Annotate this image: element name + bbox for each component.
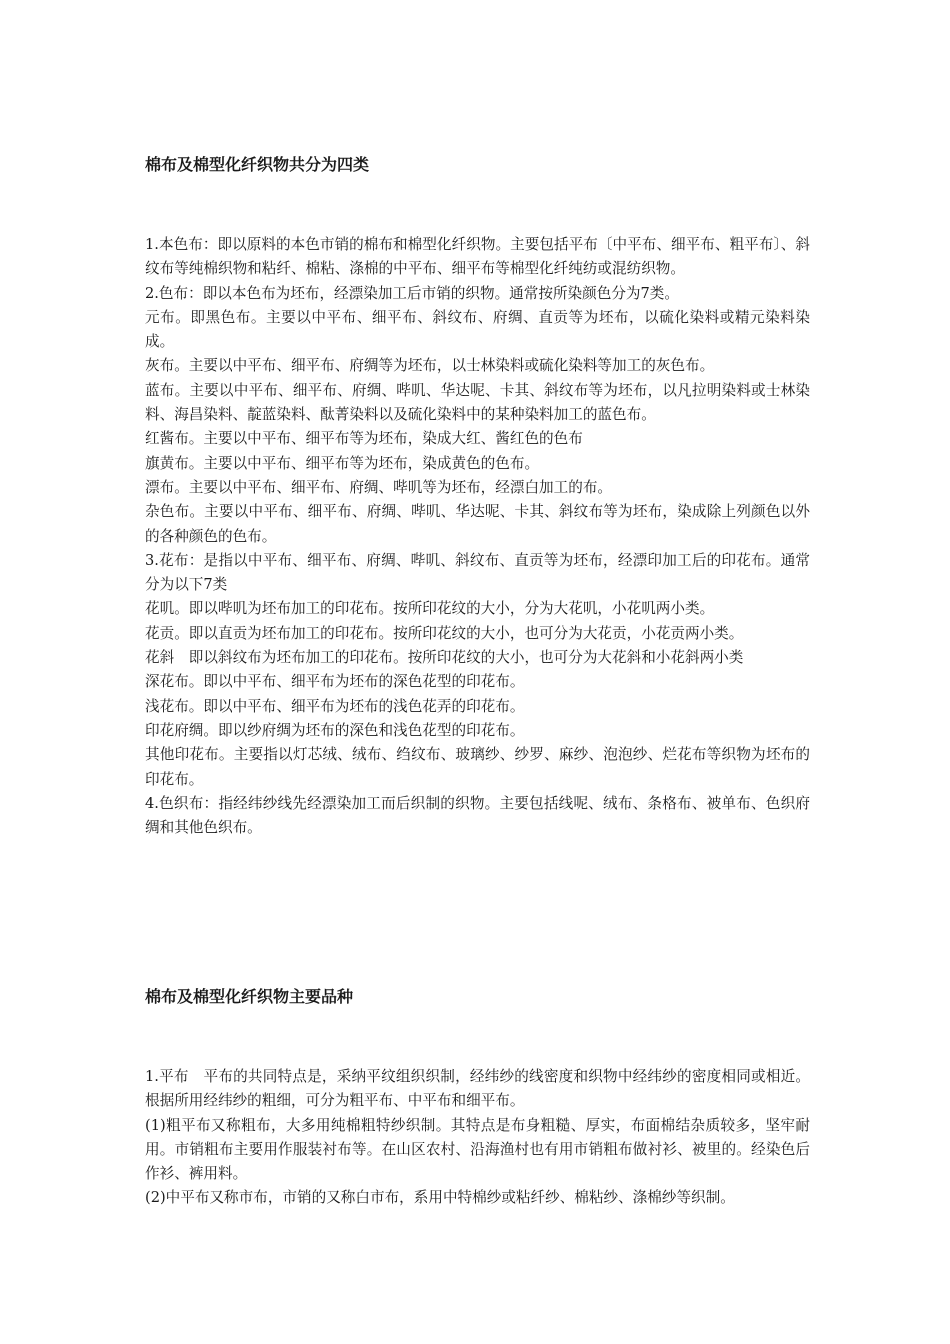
- paragraph: 漂布。主要以中平布、细平布、府绸、哔叽等为坯布，经漂白加工的布。: [145, 478, 613, 496]
- paragraph: (1)粗平布又称粗布，大多用纯棉粗特纱织制。其特点是布身粗糙、厚实，布面棉结杂质较多，坚牢耐用。市销粗布主要用作服装衬布等。在山区农村、沿海渔村也有用市销粗布做衬衫、被里的。经染色后作衫、裤用料。: [145, 1116, 810, 1183]
- paragraph: 印花府绸。即以纱府绸为坯布的深色和浅色花型的印花布。: [145, 721, 525, 739]
- paragraph: 花斜 即以斜纹布为坯布加工的印花布。按所印花纹的大小，也可分为大花斜和小花斜两小类: [145, 649, 744, 667]
- paragraph: 元布。即黑色布。主要以中平布、细平布、斜纹布、府绸、直贡等为坯布，以硫化染料或精元染料染成。: [145, 308, 810, 351]
- paragraph: 蓝布。主要以中平布、细平布、府绸、哔叽、华达呢、卡其、斜纹布等为坯布，以凡拉明染料或士林染料、海昌染料、靛蓝染料、酞菁染料以及硫化染料中的某种染料加工的蓝色布。: [145, 381, 810, 424]
- paragraph: (2)中平布又称市布，市销的又称白市布，系用中特棉纱或粘纤纱、棉粘纱、涤棉纱等织制。: [145, 1189, 735, 1207]
- paragraph: 红酱布。主要以中平布、细平布等为坯布，染成大红、酱红色的色布: [145, 430, 583, 448]
- section-body-categories: [145, 233, 810, 840]
- paragraph: 1.本色布：即以原料的本色市销的棉布和棉型化纤织物。主要包括平布〔中平布、细平布、粗平布〕、斜纹布等纯棉织物和粘纤、棉粘、涤棉的中平布、细平布等棉型化纤纯纺或混纺织物。: [145, 236, 810, 278]
- paragraph: 花叽。即以哔叽为坯布加工的印花布。按所印花纹的大小，分为大花叽，小花叽两小类。: [145, 600, 715, 618]
- paragraph: 旗黄布。主要以中平布、细平布等为坯布，染成黄色的色布。: [145, 454, 540, 472]
- paragraph: 4.色织布：指经纬纱线先经漂染加工而后织制的织物。主要包括线呢、绒布、条格布、被单布、色织府绸和其他色织布。: [145, 794, 810, 837]
- section-body-varieties: [145, 1065, 810, 1211]
- paragraph: 浅花布。即以中平布、细平布为坯布的浅色花弄的印花布。: [145, 697, 525, 715]
- paragraph: 深花布。即以中平布、细平布为坯布的深色花型的印花布。: [145, 673, 525, 691]
- paragraph: 花贡。即以直贡为坯布加工的印花布。按所印花纹的大小，也可分为大花贡，小花贡两小类。: [145, 624, 744, 642]
- paragraph: 1.平布 平布的共同特点是，采纳平纹组织织制，经纬纱的线密度和织物中经纬纱的密度相同或相近。根据所用经纬纱的粗细，可分为粗平布、中平布和细平布。: [145, 1068, 810, 1110]
- section-heading-varieties: 棉布及棉型化纤织物主要品种: [145, 987, 354, 1006]
- paragraph: 杂色布。主要以中平布、细平布、府绸、哔叽、华达呢、卡其、斜纹布等为坯布，染成除上列颜色以外的各种颜色的色布。: [145, 503, 810, 545]
- paragraph: 2.色布：即以本色布为坯布，经漂染加工后市销的织物。通常按所染颜色分为7类。: [145, 284, 679, 302]
- paragraph: 其他印花布。主要指以灯芯绒、绒布、绉纹布、玻璃纱、纱罗、麻纱、泡泡纱、烂花布等织物为坯布的印花布。: [145, 746, 810, 788]
- section-heading-categories: 棉布及棉型化纤织物共分为四类: [145, 155, 370, 174]
- paragraph: 3.花布：是指以中平布、细平布、府绸、哔叽、斜纹布、直贡等为坯布，经漂印加工后的印花布。通常分为以下7类: [145, 551, 810, 594]
- paragraph: 灰布。主要以中平布、细平布、府绸等为坯布，以士林染料或硫化染料等加工的灰色布。: [145, 357, 715, 375]
